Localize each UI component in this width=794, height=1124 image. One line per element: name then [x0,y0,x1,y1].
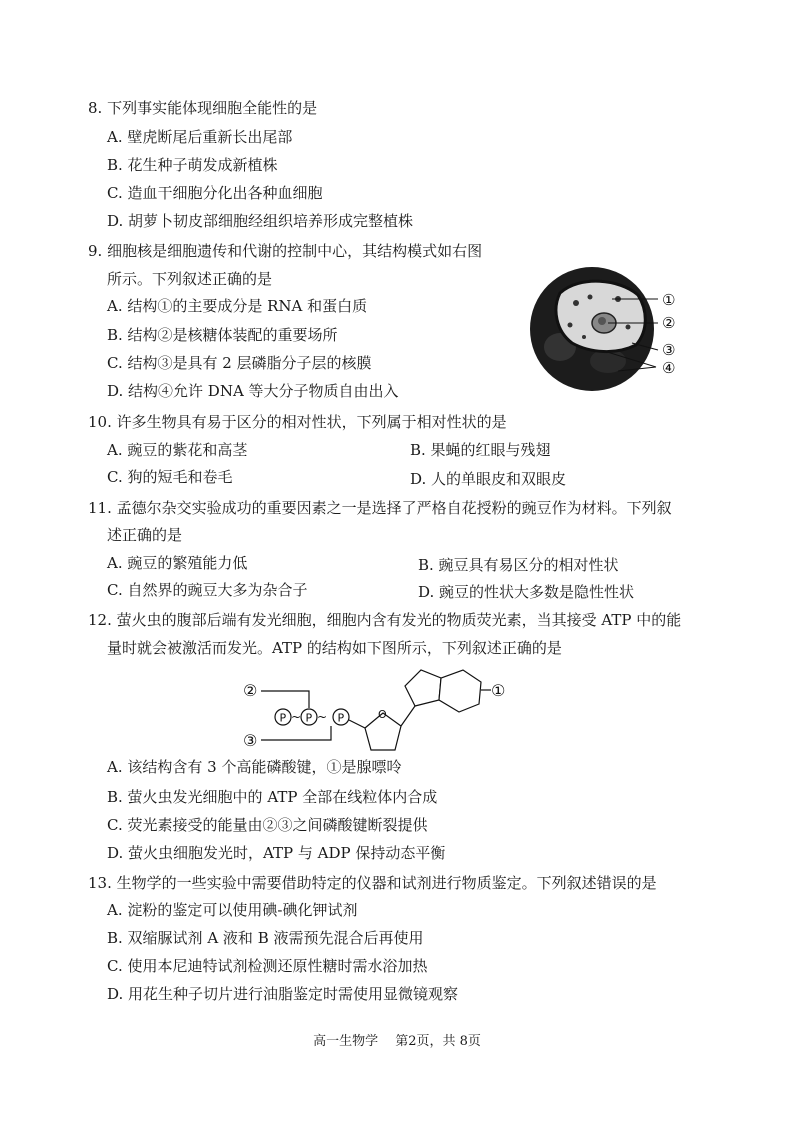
label-3: ③ [662,341,676,359]
q11-option-a: A. 豌豆的繁殖能力低 [107,554,248,572]
nucleus-diagram [520,265,690,395]
q12-option-b: B. 萤火虫发光细胞中的 ATP 全部在线粒体内合成 [107,788,438,806]
q12-stem: 12. 萤火虫的腹部后端有发光细胞，细胞内含有发光的物质荧光素，当其接受 ATP 中的能 [88,611,682,629]
atp-label-1: ① [491,681,506,700]
q8-stem: 8. 下列事实能体现细胞全能性的是 [88,99,318,117]
q9-option-a: A. 结构①的主要成分是 RNA 和蛋白质 [107,297,368,315]
q10-option-a: A. 豌豆的紫花和高茎 [107,441,248,459]
q8-option-b: B. 花生种子萌发成新植株 [107,156,278,174]
q8-option-d: D. 胡萝卜韧皮部细胞经组织培养形成完整植株 [107,212,414,230]
q13-option-a: A. 淀粉的鉴定可以使用碘-碘化钾试剂 [107,901,358,919]
q13-option-b: B. 双缩脲试剂 A 液和 B 液需预先混合后再使用 [107,929,424,947]
q12-option-a: A. 该结构含有 3 个高能磷酸键，①是腺嘌呤 [107,758,402,776]
q12-option-c: C. 荧光素接受的能量由②③之间磷酸键断裂提供 [107,816,428,834]
atp-structure-diagram [235,668,525,760]
q8-option-c: C. 造血干细胞分化出各种血细胞 [107,184,323,202]
q11-option-b: B. 豌豆具有易区分的相对性状 [418,556,619,574]
page-footer: 高一生物学 第2页，共 8页 [313,1034,481,1049]
high-energy-bond-1: ~ [291,710,302,724]
q9-stem-cont: 所示。下列叙述正确的是 [107,270,273,288]
atp-label-2: ② [243,681,258,700]
q11-option-c: C. 自然界的豌豆大多为杂合子 [107,581,308,599]
label-4: ④ [662,359,676,377]
ribose-oxygen: O [378,708,387,721]
q8-option-a: A. 壁虎断尾后重新长出尾部 [107,128,293,146]
q13-option-c: C. 使用本尼迪特试剂检测还原性糖时需水浴加热 [107,957,428,975]
q10-option-b: B. 果蝇的红眼与残翅 [410,441,551,459]
q9-option-b: B. 结构②是核糖体装配的重要场所 [107,326,338,344]
q13-option-d: D. 用花生种子切片进行油脂鉴定时需使用显微镜观察 [107,985,459,1003]
q9-stem: 9. 细胞核是细胞遗传和代谢的控制中心，其结构模式如右图 [88,242,483,260]
q11-option-d: D. 豌豆的性状大多数是隐性性状 [418,583,635,601]
label-1: ① [662,291,676,309]
q12-stem-cont: 量时就会被激活而发光。ATP 的结构如下图所示，下列叙述正确的是 [107,639,562,657]
q10-stem: 10. 许多生物具有易于区分的相对性状，下列属于相对性状的是 [88,413,507,431]
q10-option-d: D. 人的单眼皮和双眼皮 [410,470,567,488]
svg-text:P: P [337,711,345,725]
q11-stem-cont: 述正确的是 [107,526,183,544]
adenine-hexagon [439,670,481,712]
q12-option-d: D. 萤火虫细胞发光时，ATP 与 ADP 保持动态平衡 [107,844,446,862]
q9-option-c: C. 结构③是具有 2 层磷脂分子层的核膜 [107,354,372,372]
label-2: ② [662,314,676,332]
q10-option-c: C. 狗的短毛和卷毛 [107,468,233,486]
svg-text:P: P [305,711,313,725]
q9-option-d: D. 结构④允许 DNA 等大分子物质自由出入 [107,382,399,400]
q13-stem: 13. 生物学的一些实验中需要借助特定的仪器和试剂进行物质鉴定。下列叙述错误的是 [88,874,657,892]
high-energy-bond-2: ~ [317,710,328,724]
q11-stem: 11. 孟德尔杂交实验成功的重要因素之一是选择了严格自花授粉的豌豆作为材料。下列叙 [88,499,672,517]
adenine-pentagon [405,670,441,706]
atp-label-3: ③ [243,731,258,750]
svg-text:P: P [279,711,287,725]
